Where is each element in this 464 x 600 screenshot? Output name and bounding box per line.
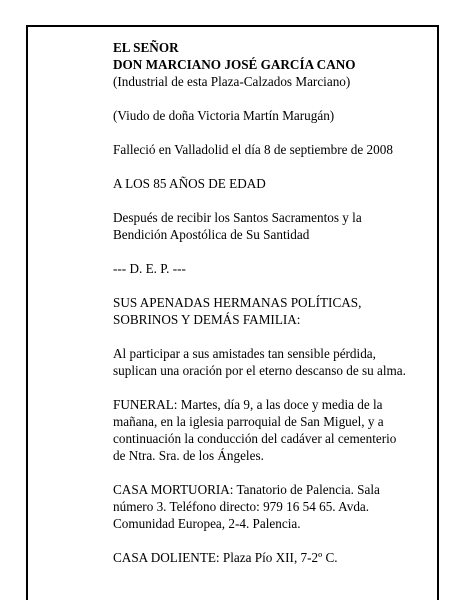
rip-line: --- D. E. P. --- — [113, 261, 186, 276]
family-heading: SUS APENADAS HERMANAS POLÍTICAS, SOBRINOS Y DEMÁS FAMILIA: — [113, 295, 362, 327]
deceased-occupation: (Industrial de esta Plaza-Calzados Marciano) — [113, 74, 351, 89]
widower-note: (Viudo de doña Victoria Martín Marugán) — [113, 108, 335, 123]
mortuary-info: CASA MORTUORIA: Tanatorio de Palencia. Sala número 3. Teléfono directo: 979 16 54 65. Avda. Comunidad Europea, 2-4. Palencia. — [113, 482, 380, 531]
sacraments-notice: Después de recibir los Santos Sacramentos y la Bendición Apostólica de Su Santidad — [113, 210, 362, 242]
death-notice: Falleció en Valladolid el día 8 de septiembre de 2008 — [113, 142, 393, 157]
prayer-request: Al participar a sus amistades tan sensible pérdida, suplican una oración por el eterno descanso de su alma. — [113, 346, 406, 378]
deceased-header — [113, 39, 423, 90]
mourning-house-info: CASA DOLIENTE: Plaza Pío XII, 7-2º C. — [113, 550, 338, 565]
age-notice: A LOS 85 AÑOS DE EDAD — [113, 176, 266, 191]
funeral-info: FUNERAL: Martes, día 9, a las doce y media de la mañana, en la iglesia parroquial de San Miguel, y a continuación la conducción del cadáver al cementerio de Ntra. Sra. de los Ángeles. — [113, 397, 397, 463]
title-line: EL SEÑOR — [113, 40, 179, 55]
deceased-name: DON MARCIANO JOSÉ GARCÍA CANO — [113, 57, 356, 72]
obituary-text — [113, 39, 423, 583]
